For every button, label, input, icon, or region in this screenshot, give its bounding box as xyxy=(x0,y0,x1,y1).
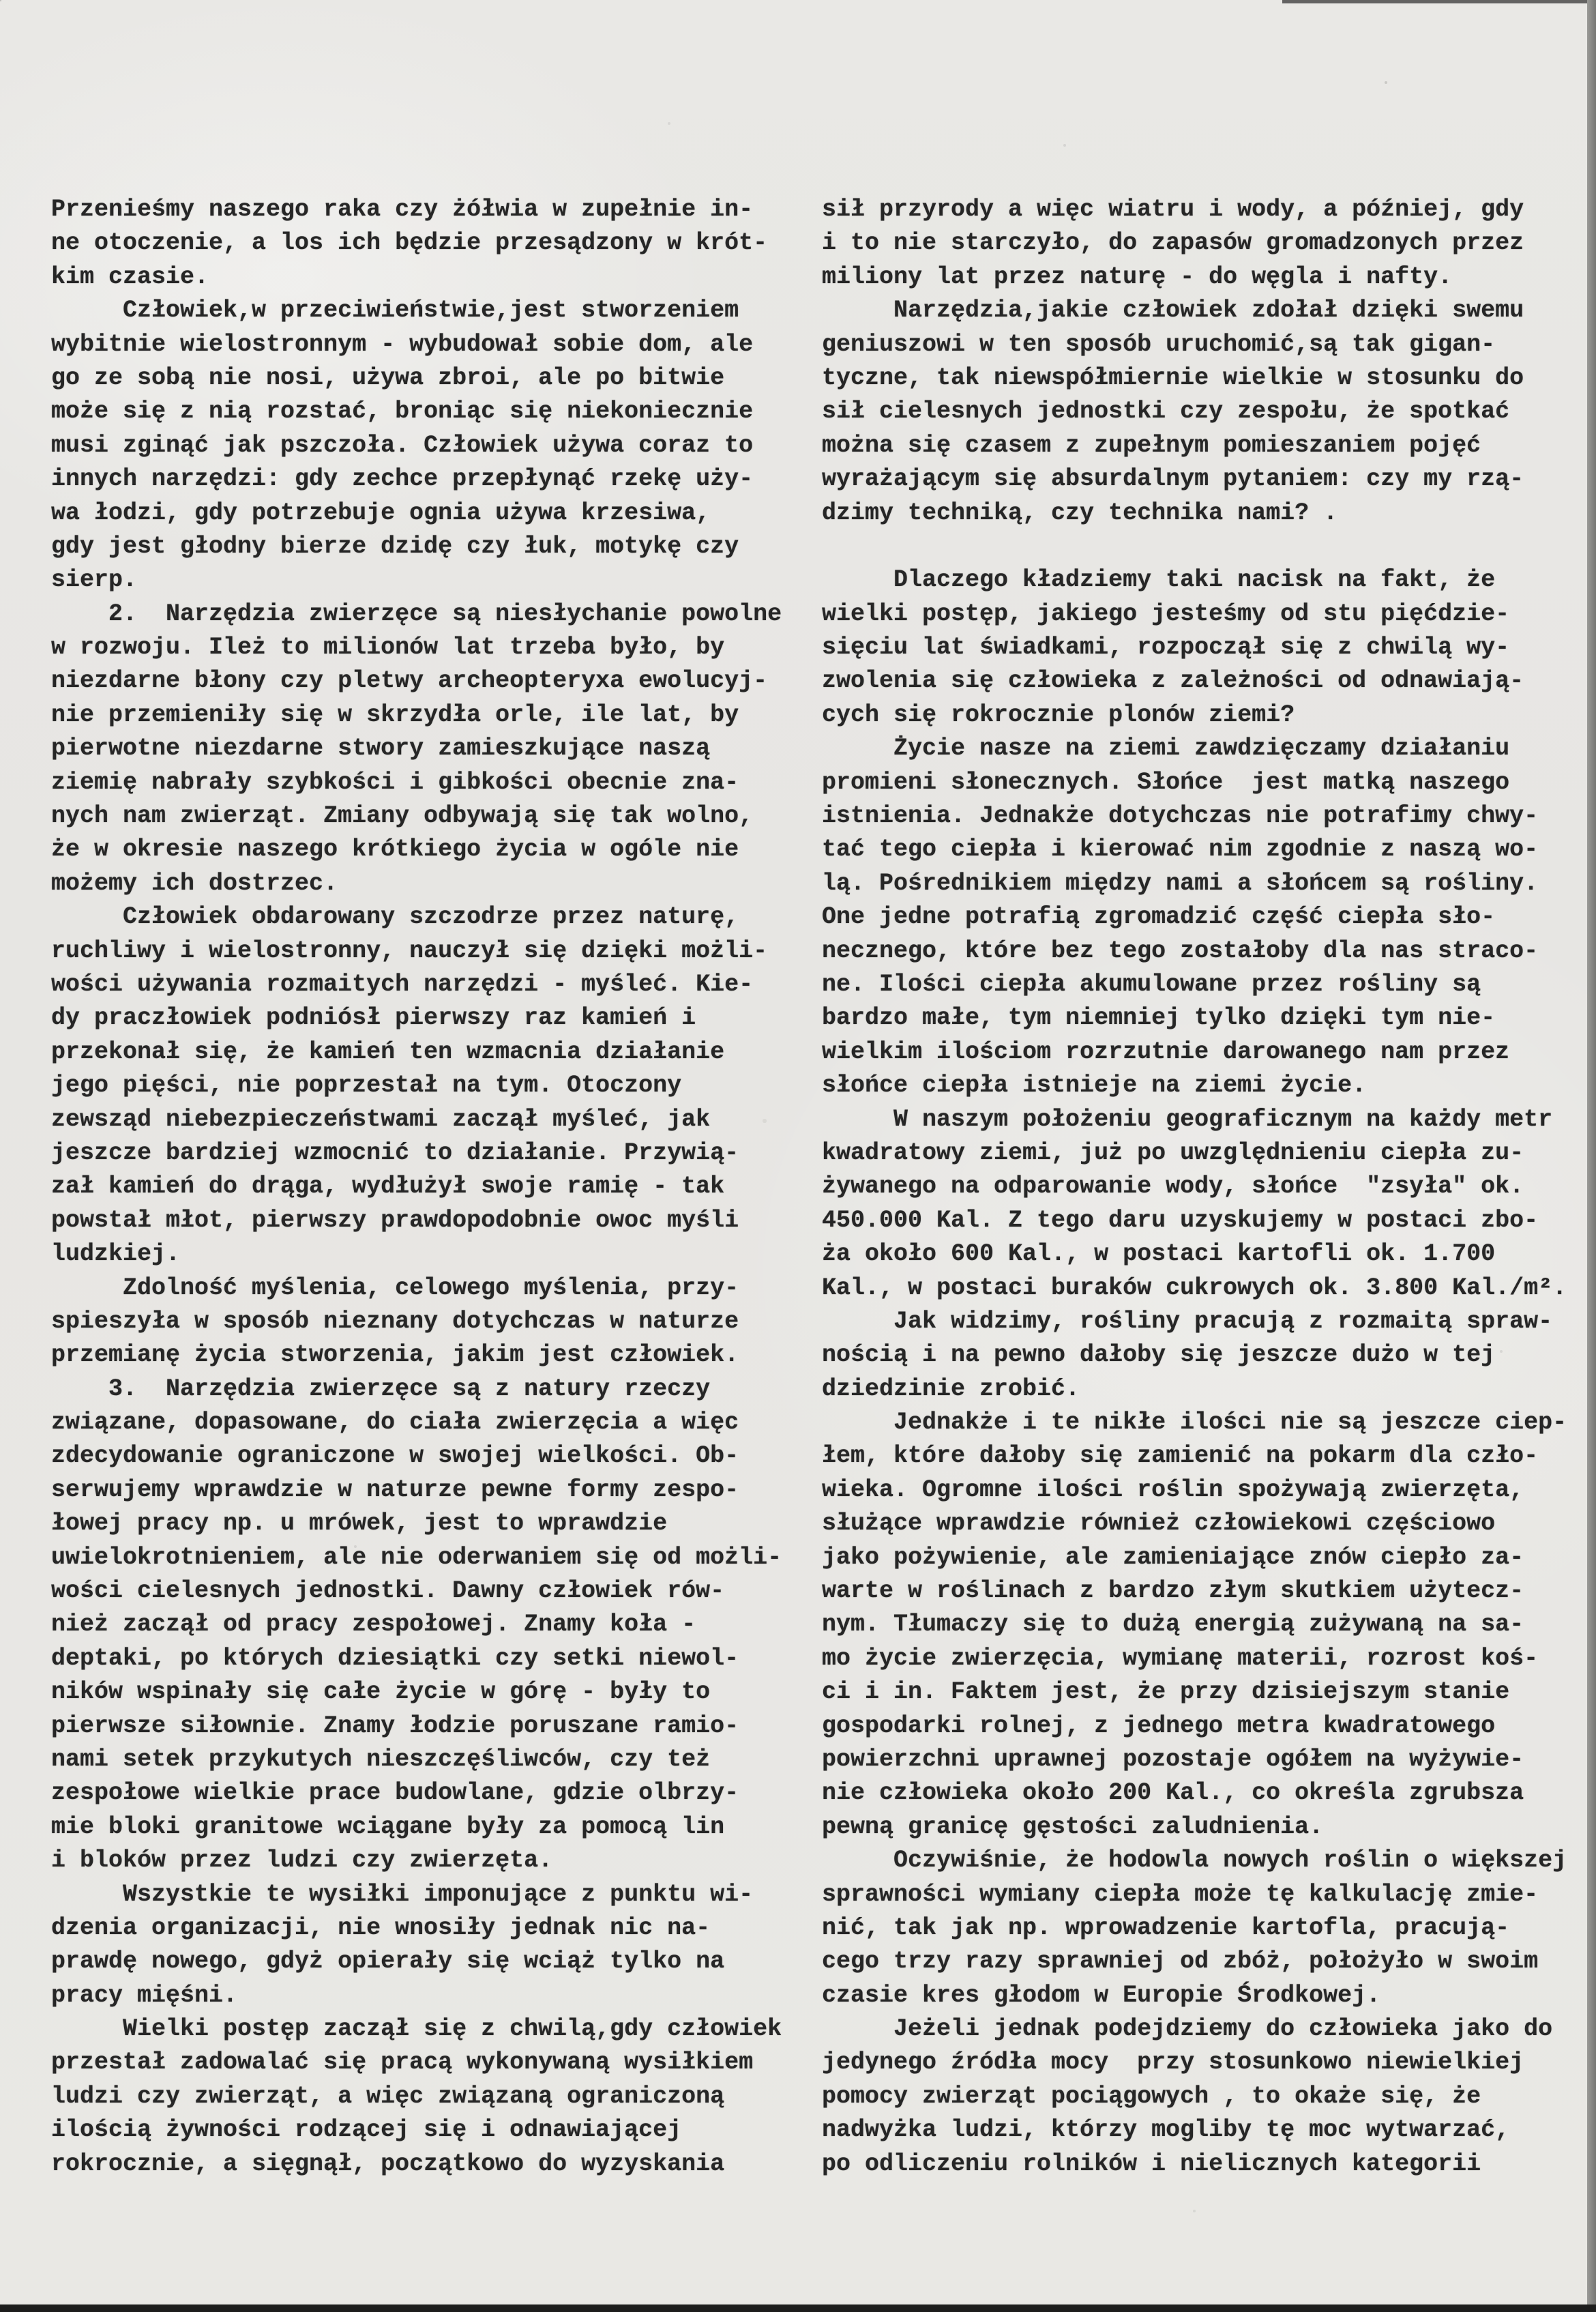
text-line: wości używania rozmaitych narzędzi - myśleć. Kie- xyxy=(51,970,754,998)
text-line: 3. Narzędzia zwierzęce są z natury rzeczy xyxy=(51,1375,711,1403)
text-line: istnienia. Jednakże dotychczas nie potrafimy chwy- xyxy=(822,802,1539,830)
text-line: jako pożywienie, ale zamieniające znów ciepło za- xyxy=(822,1543,1524,1571)
text-line: nych nam zwierząt. Zmiany odbywają się tak wolno, xyxy=(51,802,754,830)
text-line: zewsząd niebezpieczeństwami zaczął myśleć, jak xyxy=(51,1105,711,1133)
text-line: wielkim ilościom rozrzutnie darowanego nam przez xyxy=(822,1038,1510,1066)
text-line: nie przemieniły się w skrzydła orle, ile lat, by xyxy=(51,701,739,729)
text-line: Dlaczego kładziemy taki nacisk na fakt, że xyxy=(822,566,1496,594)
text-line: przekonał się, że kamień ten wzmacnia działanie xyxy=(51,1038,725,1066)
text-line: gdy jest głodny bierze dzidę czy łuk, motykę czy xyxy=(51,532,739,560)
text-line: musi zginąć jak pszczoła. Człowiek używa coraz to xyxy=(51,431,754,459)
text-line: ludzkiej. xyxy=(51,1240,181,1268)
text-line: nością i na pewno dałoby się jeszcze dużo w tej xyxy=(822,1341,1496,1369)
text-line: słońce ciepła istnieje na ziemi życie. xyxy=(822,1072,1367,1100)
text-line: serwujemy wprawdzie w naturze pewne formy zespo- xyxy=(51,1476,739,1504)
text-line: nie człowieka około 200 Kal., co określa zgrubsza xyxy=(822,1779,1524,1807)
text-line: tać tego ciepła i kierować nim zgodnie z naszą wo- xyxy=(822,836,1539,864)
text-line: sił cielesnych jednostki czy zespołu, że spotkać xyxy=(822,398,1510,426)
text-line: dziedzinie zrobić. xyxy=(822,1375,1080,1403)
right-text-column xyxy=(822,193,1589,2181)
scan-edge-right xyxy=(1587,0,1596,2312)
text-line: żywanego na odparowanie wody, słońce "zsyła" ok. xyxy=(822,1173,1524,1201)
text-line: wa łodzi, gdy potrzebuje ognia używa krzesiwa, xyxy=(51,499,711,527)
scan-edge-top-right xyxy=(1282,0,1596,3)
text-line: Przenieśmy naszego raka czy żółwia w zupełnie in- xyxy=(51,196,754,223)
text-line: zdecydowanie ograniczone w swojej wielkości. Ob- xyxy=(51,1442,739,1470)
text-line: sięciu lat świadkami, rozpoczął się z chwilą wy- xyxy=(822,634,1510,662)
text-line: spieszyła w sposób nieznany dotychczas w naturze xyxy=(51,1307,739,1335)
left-text-column xyxy=(51,193,815,2181)
text-line: kim czasie. xyxy=(51,263,209,291)
text-line: ników wspinały się całe życie w górę - były to xyxy=(51,1678,711,1706)
text-line: ne. Ilości ciepła akumulowane przez rośliny są xyxy=(822,970,1481,998)
text-line: bardzo małe, tym niemniej tylko dzięki tym nie- xyxy=(822,1004,1496,1032)
scan-edge-bottom xyxy=(0,2304,1596,2312)
text-line: jego pięści, nie poprzestał na tym. Otoczony xyxy=(51,1072,682,1100)
text-line: W naszym położeniu geograficznym na każdy metr xyxy=(822,1105,1553,1133)
text-line: Narzędzia,jakie człowiek zdołał dzięki swemu xyxy=(822,297,1524,325)
text-line: rokrocznie, a sięgnął, początkowo do wyzyskania xyxy=(51,2150,725,2178)
text-line: jeszcze bardziej wzmocnić to działanie. Przywią- xyxy=(51,1139,739,1167)
text-line: wości cielesnych jednostki. Dawny człowiek rów- xyxy=(51,1577,725,1605)
text-line: ilością żywności rodzącej się i odnawiającej xyxy=(51,2116,682,2144)
text-line: sierp. xyxy=(51,566,138,594)
text-line: wielki postęp, jakiego jesteśmy od stu pięćdzie- xyxy=(822,600,1510,628)
text-line: sprawności wymiany ciepła może tę kalkulację zmie- xyxy=(822,1880,1539,1908)
text-line: ruchliwy i wielostronny, nauczył się dzięki możli- xyxy=(51,937,768,965)
text-line: mo życie zwierzęcia, wymianę materii, rozrost koś- xyxy=(822,1644,1539,1672)
text-line: deptaki, po których dziesiątki czy setki niewol- xyxy=(51,1644,739,1672)
text-line: promieni słonecznych. Słońce jest matką naszego xyxy=(822,768,1510,796)
text-line: zespołowe wielkie prace budowlane, gdzie olbrzy- xyxy=(51,1779,739,1807)
text-line: pierwsze siłownie. Znamy łodzie poruszane ramio- xyxy=(51,1712,739,1740)
text-line: sił przyrody a więc wiatru i wody, a później, gdy xyxy=(822,196,1524,223)
text-line: kwadratowy ziemi, już po uwzględnieniu ciepła zu- xyxy=(822,1139,1524,1167)
text-line: przemianę życia stworzenia, jakim jest człowiek. xyxy=(51,1341,739,1369)
text-line: mie bloki granitowe wciągane były za pomocą lin xyxy=(51,1813,725,1841)
text-line: nież zaczął od pracy zespołowej. Znamy koła - xyxy=(51,1611,696,1639)
text-line: Jak widzimy, rośliny pracują z rozmaitą spraw- xyxy=(822,1307,1553,1335)
text-line: Wielki postęp zaczął się z chwilą,gdy człowiek xyxy=(51,2015,782,2043)
text-line: Wszystkie te wysiłki imponujące z punktu wi- xyxy=(51,1880,754,1908)
text-line: dy praczłowiek podniósł pierwszy raz kamień i xyxy=(51,1004,696,1032)
text-line: i bloków przez ludzi czy zwierzęta. xyxy=(51,1847,553,1875)
text-line: łem, które dałoby się zamienić na pokarm dla czło- xyxy=(822,1442,1539,1470)
text-line: zał kamień do drąga, wydłużył swoje ramię - tak xyxy=(51,1173,725,1201)
text-line: innych narzędzi: gdy zechce przepłynąć rzekę uży- xyxy=(51,465,754,493)
text-line: Człowiek obdarowany szczodrze przez naturę, xyxy=(51,903,739,931)
text-line: ludzi czy zwierząt, a więc związaną ograniczoną xyxy=(51,2082,725,2110)
text-line: ne otoczenie, a los ich będzie przesądzony w krót- xyxy=(51,229,768,257)
text-line: Kal., w postaci buraków cukrowych ok. 3.800 Kal./m². xyxy=(822,1274,1567,1302)
paper-specks xyxy=(0,0,1,1)
text-line: w rozwoju. Ileż to milionów lat trzeba było, by xyxy=(51,634,725,662)
text-line: powstał młot, pierwszy prawdopodobnie owoc myśli xyxy=(51,1206,739,1234)
text-line: że w okresie naszego krótkiego życia w ogóle nie xyxy=(51,836,739,864)
text-line: zwolenia się człowieka z zależności od odnawiają- xyxy=(822,667,1524,695)
text-line: pomocy zwierząt pociągowych , to okaże się, że xyxy=(822,2082,1481,2110)
text-line: ża około 600 Kal., w postaci kartofli ok. 1.700 xyxy=(822,1240,1496,1268)
text-line: wieka. Ogromne ilości roślin spożywają zwierzęta, xyxy=(822,1476,1524,1504)
text-line: 450.000 Kal. Z tego daru uzyskujemy w postaci zbo- xyxy=(822,1206,1539,1234)
text-line: może się z nią rozstać, broniąc się niekoniecznie xyxy=(51,398,754,426)
text-line: geniuszowi w ten sposób uruchomić,są tak gigan- xyxy=(822,330,1496,358)
text-line: nić, tak jak np. wprowadzenie kartofla, pracują- xyxy=(822,1914,1510,1942)
text-line: służące wprawdzie również człowiekowi częściowo xyxy=(822,1510,1496,1538)
text-line: możemy ich dostrzec. xyxy=(51,869,338,897)
text-line xyxy=(822,530,1589,564)
text-line: wybitnie wielostronnym - wybudował sobie dom, ale xyxy=(51,330,754,358)
text-line: Życie nasze na ziemi zawdzięczamy działaniu xyxy=(822,735,1510,763)
text-line: nym. Tłumaczy się to dużą energią zużywaną na sa- xyxy=(822,1611,1524,1639)
text-line: cych się rokrocznie plonów ziemi? xyxy=(822,701,1295,729)
text-line: jedynego źródła mocy przy stosunkowo niewielkiej xyxy=(822,2049,1524,2077)
text-line: ci i in. Faktem jest, że przy dzisiejszym stanie xyxy=(822,1678,1510,1706)
text-line: Oczywiśnie, że hodowla nowych roślin o większej xyxy=(822,1847,1567,1875)
text-line: dzenia organizacji, nie wnosiły jednak nic na- xyxy=(51,1914,711,1942)
text-line: i to nie starczyło, do zapasów gromadzonych przez xyxy=(822,229,1524,257)
text-line: pracy mięśni. xyxy=(51,1981,238,2009)
text-line: przestał zadowalać się pracą wykonywaną wysiłkiem xyxy=(51,2049,754,2077)
text-line: lą. Pośrednikiem między nami a słońcem są rośliny. xyxy=(822,869,1539,897)
text-line: Zdolność myślenia, celowego myślenia, przy- xyxy=(51,1274,739,1302)
text-line: pewną granicę gęstości zaludnienia. xyxy=(822,1813,1324,1841)
text-line: gospodarki rolnej, z jednego metra kwadratowego xyxy=(822,1712,1496,1740)
text-line: tyczne, tak niewspółmiernie wielkie w stosunku do xyxy=(822,364,1524,392)
text-line: necznego, które bez tego zostałoby dla nas straco- xyxy=(822,937,1539,965)
text-line: można się czasem z zupełnym pomieszaniem pojęć xyxy=(822,431,1481,459)
text-line: pierwotne niezdarne stwory zamieszkujące naszą xyxy=(51,735,711,763)
text-line: łowej pracy np. u mrówek, jest to wprawdzie xyxy=(51,1510,668,1538)
text-line: go ze sobą nie nosi, używa zbroi, ale po bitwie xyxy=(51,364,725,392)
text-line: uwielokrotnieniem, ale nie oderwaniem się od możli- xyxy=(51,1543,782,1571)
text-line: powierzchni uprawnej pozostaje ogółem na wyżywie- xyxy=(822,1745,1524,1773)
text-line: miliony lat przez naturę - do węgla i nafty. xyxy=(822,263,1453,291)
text-line: ziemię nabrały szybkości i gibkości obecnie zna- xyxy=(51,768,739,796)
text-line: warte w roślinach z bardzo złym skutkiem użytecz- xyxy=(822,1577,1524,1605)
text-line: wyrażającym się absurdalnym pytaniem: czy my rzą- xyxy=(822,465,1524,493)
text-line: cego trzy razy sprawniej od zbóż, położyło w swoim xyxy=(822,1948,1539,1976)
text-line: dzimy techniką, czy technika nami? . xyxy=(822,499,1338,527)
text-line: Jeżeli jednak podejdziemy do człowieka jako do xyxy=(822,2015,1553,2043)
text-line: po odliczeniu rolników i nielicznych kategorii xyxy=(822,2150,1481,2178)
text-line: nadwyżka ludzi, którzy mogliby tę moc wytwarzać, xyxy=(822,2116,1510,2144)
text-line: niezdarne błony czy pletwy archeopteryxa ewolucyj- xyxy=(51,667,768,695)
text-line: 2. Narzędzia zwierzęce są niesłychanie powolne xyxy=(51,600,782,628)
text-line: nami setek przykutych nieszczęśliwców, czy też xyxy=(51,1745,711,1773)
text-line: Człowiek,w przeciwieństwie,jest stworzeniem xyxy=(51,297,739,325)
text-line: prawdę nowego, gdyż opierały się wciąż tylko na xyxy=(51,1948,725,1976)
text-line: One jedne potrafią zgromadzić część ciepła sło- xyxy=(822,903,1496,931)
text-line: związane, dopasowane, do ciała zwierzęcia a więc xyxy=(51,1409,739,1437)
text-line: Jednakże i te nikłe ilości nie są jeszcze ciep- xyxy=(822,1409,1567,1437)
text-line: czasie kres głodom w Europie Środkowej. xyxy=(822,1981,1381,2009)
